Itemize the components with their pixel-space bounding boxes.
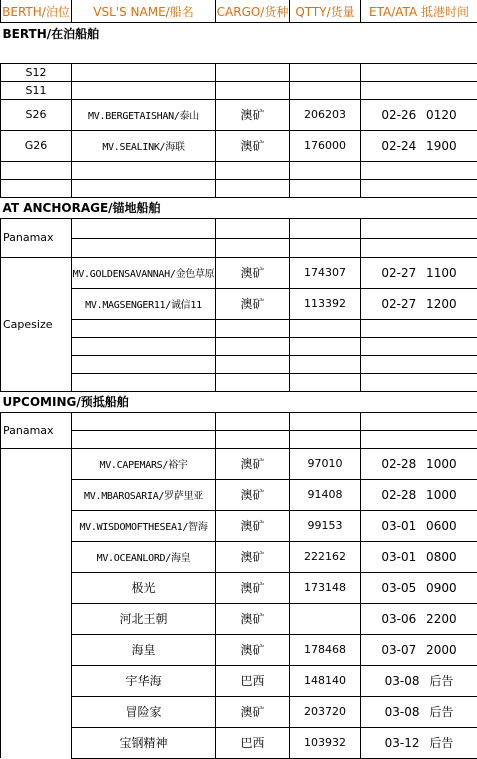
header-vessel-name: VSL'S NAME/船名 — [72, 0, 216, 23]
eta-cell: 02-27 1200 — [361, 288, 477, 319]
quantity-cell — [290, 81, 361, 99]
vessel-name-cell: 海皇 — [72, 634, 216, 665]
quantity-cell: 148140 — [290, 665, 361, 696]
table-row — [1, 81, 477, 99]
cargo-cell: 澳矿 — [216, 541, 290, 572]
cargo-cell: 澳矿 — [216, 448, 290, 479]
cargo-cell: 澳矿 — [216, 572, 290, 603]
eta-cell: 03-01 0600 — [361, 510, 477, 541]
section-anchorage — [1, 197, 477, 218]
eta-cell — [361, 63, 477, 81]
quantity-cell: 91408 — [290, 479, 361, 510]
vessel-name-cell: MV.CAPEMARS/裕宇 — [72, 448, 216, 479]
vessel-name-cell: 冒险家 — [72, 696, 216, 727]
vessel-name-cell: MV.MBAROSARIA/罗萨里亚 — [72, 479, 216, 510]
table-row — [1, 179, 477, 197]
table-row — [1, 412, 477, 430]
vessel-name-cell: MV.OCEANLORD/海皇 — [72, 541, 216, 572]
header-berth: BERTH/泊位 — [1, 0, 72, 23]
section-title-anchorage: AT ANCHORAGE/锚地船舶 — [1, 197, 477, 218]
section-title-berth: BERTH/在泊船舶 — [1, 23, 477, 44]
table-row — [1, 479, 477, 510]
spacer-row — [1, 43, 477, 63]
cargo-cell: 澳矿 — [216, 603, 290, 634]
table-row — [1, 430, 477, 448]
berth-cell: S11 — [1, 81, 72, 99]
eta-cell: 03-07 2000 — [361, 634, 477, 665]
eta-cell — [361, 81, 477, 99]
vessel-name-cell: MV.WISDOMOFTHESEA1/智海 — [72, 510, 216, 541]
quantity-cell: 206203 — [290, 99, 361, 130]
table-row — [1, 130, 477, 161]
cargo-cell — [216, 81, 290, 99]
table-row — [1, 257, 477, 288]
header-row — [1, 0, 477, 23]
eta-cell: 02-27 1100 — [361, 257, 477, 288]
table-row — [1, 665, 477, 696]
quantity-cell: 173148 — [290, 572, 361, 603]
table-row — [1, 337, 477, 355]
cargo-cell: 澳矿 — [216, 257, 290, 288]
cargo-cell: 巴西 — [216, 727, 290, 758]
eta-cell: 03-05 0900 — [361, 572, 477, 603]
table-row — [1, 727, 477, 758]
cargo-cell: 巴西 — [216, 665, 290, 696]
eta-cell: 03-12 后告 — [361, 727, 477, 758]
table-row — [1, 510, 477, 541]
table-row — [1, 238, 477, 257]
table-row — [1, 373, 477, 391]
quantity-cell: 97010 — [290, 448, 361, 479]
table-row — [1, 288, 477, 319]
table-row — [1, 355, 477, 373]
quantity-cell: 113392 — [290, 288, 361, 319]
quantity-cell: 103932 — [290, 727, 361, 758]
quantity-cell: 222162 — [290, 541, 361, 572]
eta-cell: 02-24 1900 — [361, 130, 477, 161]
vessel-name-cell: 宝钢精神 — [72, 727, 216, 758]
cargo-cell: 澳矿 — [216, 510, 290, 541]
berth-cell: S26 — [1, 99, 72, 130]
section-berth — [1, 23, 477, 44]
quantity-cell: 176000 — [290, 130, 361, 161]
cargo-cell: 澳矿 — [216, 634, 290, 665]
cargo-cell: 澳矿 — [216, 130, 290, 161]
eta-cell: 03-08 后告 — [361, 665, 477, 696]
table-row — [1, 572, 477, 603]
category-panamax: Panamax — [1, 412, 72, 448]
quantity-cell: 99153 — [290, 510, 361, 541]
vessel-name-cell: MV.SEALINK/海联 — [72, 130, 216, 161]
table-row — [1, 319, 477, 337]
berth-cell: G26 — [1, 130, 72, 161]
vessel-name-cell — [72, 63, 216, 81]
eta-cell: 03-06 2200 — [361, 603, 477, 634]
table-row — [1, 634, 477, 665]
table-row — [1, 448, 477, 479]
table-row — [1, 99, 477, 130]
table-row — [1, 218, 477, 238]
eta-cell: 02-26 0120 — [361, 99, 477, 130]
section-upcoming — [1, 391, 477, 412]
eta-cell: 02-28 1000 — [361, 448, 477, 479]
vessel-name-cell: MV.BERGETAISHAN/泰山 — [72, 99, 216, 130]
vessel-name-cell: 河北王朝 — [72, 603, 216, 634]
vessel-name-cell: 宇华海 — [72, 665, 216, 696]
cargo-cell: 澳矿 — [216, 479, 290, 510]
berth-cell: S12 — [1, 63, 72, 81]
quantity-cell: 174307 — [290, 257, 361, 288]
table-row — [1, 603, 477, 634]
eta-cell: 03-08 后告 — [361, 696, 477, 727]
section-title-upcoming: UPCOMING/预抵船舶 — [1, 391, 477, 412]
table-row — [1, 161, 477, 179]
table-row — [1, 63, 477, 81]
cargo-cell: 澳矿 — [216, 696, 290, 727]
header-cargo: CARGO/货种 — [216, 0, 290, 23]
eta-cell: 02-28 1000 — [361, 479, 477, 510]
quantity-cell: 178468 — [290, 634, 361, 665]
vessel-name-cell: MV.MAGSENGER11/诚信11 — [72, 288, 216, 319]
header-quantity: QTTY/货量 — [290, 0, 361, 23]
category-panamax: Panamax — [1, 218, 72, 257]
cargo-cell: 澳矿 — [216, 288, 290, 319]
eta-cell: 03-01 0800 — [361, 541, 477, 572]
quantity-cell — [290, 603, 361, 634]
category-capesize: Capesize — [1, 257, 72, 391]
table-row — [1, 696, 477, 727]
quantity-cell: 203720 — [290, 696, 361, 727]
table-row — [1, 541, 477, 572]
header-eta: ETA/ATA 抵港时间 — [361, 0, 477, 23]
vessel-name-cell — [72, 81, 216, 99]
vessel-name-cell: 极光 — [72, 572, 216, 603]
quantity-cell — [290, 63, 361, 81]
cargo-cell — [216, 63, 290, 81]
vessel-name-cell: MV.GOLDENSAVANNAH/金色草原 — [72, 257, 216, 288]
cargo-cell: 澳矿 — [216, 99, 290, 130]
